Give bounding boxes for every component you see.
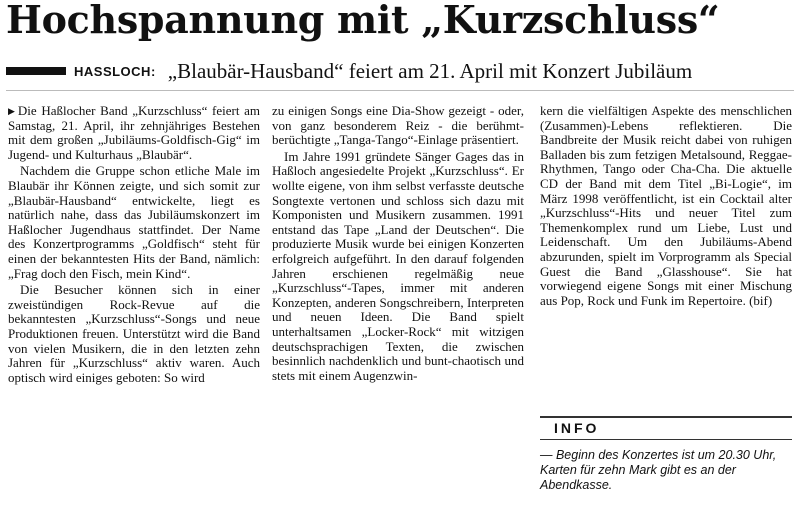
paragraph (8, 104, 260, 162)
subheadline (6, 56, 796, 86)
black-bar-marker (6, 67, 66, 75)
info-box-header (540, 416, 792, 440)
info-divider (540, 439, 792, 440)
info-title: INFO (554, 420, 600, 436)
paragraph: Nachdem die Gruppe schon etliche Male im Blaubär ihr Können zeigte, und sich somit zur „Blaubär-Hausband“ entwickelte, liegt es natürlich nahe, dass das Jubiläumskonzert im Haßlocher Jugendhaus stattfindet. Der Name des Konzertprogramms „Goldfisch“ steht für einen der bekanntesten Hits der Band, nämlich: „Frag doch den Fisch, mein Kind“. (8, 163, 260, 281)
header-divider (6, 90, 794, 91)
column-1 (8, 104, 260, 385)
column-2 (272, 104, 524, 383)
paragraph-text: Die Haßlocher Band „Kurzschluss“ feiert am Samstag, 21. April, ihr zehnjähriges Bestehen mit dem großen „Jubiläums-Goldfisch-Gig“ im Jugend- und Kulturhaus „Blaubär“. (8, 103, 260, 162)
headline: Hochspannung mit „Kurzschluss“ (6, 0, 720, 42)
column-3 (540, 104, 792, 308)
deck-text: „Blaubär-Hausband“ feiert am 21. April mit Konzert Jubiläum (167, 58, 693, 83)
paragraph: Im Jahre 1991 gründete Sänger Gages das in Haßloch angesiedelte Projekt „Kurzschluss“. Er wollte eigene, von ihm selbst verfasste deutsche Songtexte vertonen und schloss sich dazu mit Komponisten und Musikern zusammen. 1991 entstand das Tape „Land der Deutschen“. Die produzierte Musik wurde bei einigen Konzerten erfolgreich aufgeführt. In den darauf folgenden Jahren erschienen regelmäßig neue „Kurzschluss“-Tapes, immer mit anderen Konzepten, anderen Songschreibern, Interpreten und neuen Ideen. Die Band spielt unterhaltsamen „Locker-Rock“ mit witzigen deutschsprachigen Texten, die zwischen besinnlich nachdenklich und bunt-chaotisch und stets mit einem Augenzwin- (272, 148, 524, 383)
dateline-place: HASSLOCH: (74, 63, 156, 79)
paragraph: Die Besucher können sich in einer zweistündigen Rock-Revue auf die bekanntesten „Kurzschluss“-Songs und neue Produktionen freuen. Unterstützt wird die Band von vielen Musikern, die in den letzten zehn Jahren für „Kurzschluss“ aktiv waren. Auch optisch wird einiges geboten: So wird (8, 282, 260, 385)
paragraph: zu einigen Songs eine Dia-Show gezeigt - oder, von ganz besonderem Reiz - die berühmt-berüchtigte „Tanga-Tango“-Einlage präsentiert. (272, 103, 524, 148)
paragraph: kern die vielfältigen Aspekte des menschlichen (Zusammen)-Lebens reflektieren. Die Bandbreite der Musik reicht dabei von ruhigen Balladen bis zum fetzigen Metalsound, Reggae-Rhythmen, Tango oder Cha-Cha. Die aktuelle CD der Band mit dem Titel „Bi-Logie“, im März 1998 veröffentlicht, ist ein Cocktail alter „Kurzschluss“-Hits und neuer Titel zum Themenkomplex rund um Liebe, Lust und Leidenschaft. Um den Jubiläums-Abend abzurunden, spielt im Vorprogramm als Special Guest die Band „Glasshouse“. Sie hat vorwiegend eigene Songs mit einer Mischung aus Pop, Rock und Funk im Repertoire. (bif) (540, 103, 792, 308)
triangle-bullet-icon: ▶ (8, 106, 15, 116)
info-text: — Beginn des Konzertes ist um 20.30 Uhr, Karten für zehn Mark gibt es an der Abendkasse. (540, 448, 777, 492)
